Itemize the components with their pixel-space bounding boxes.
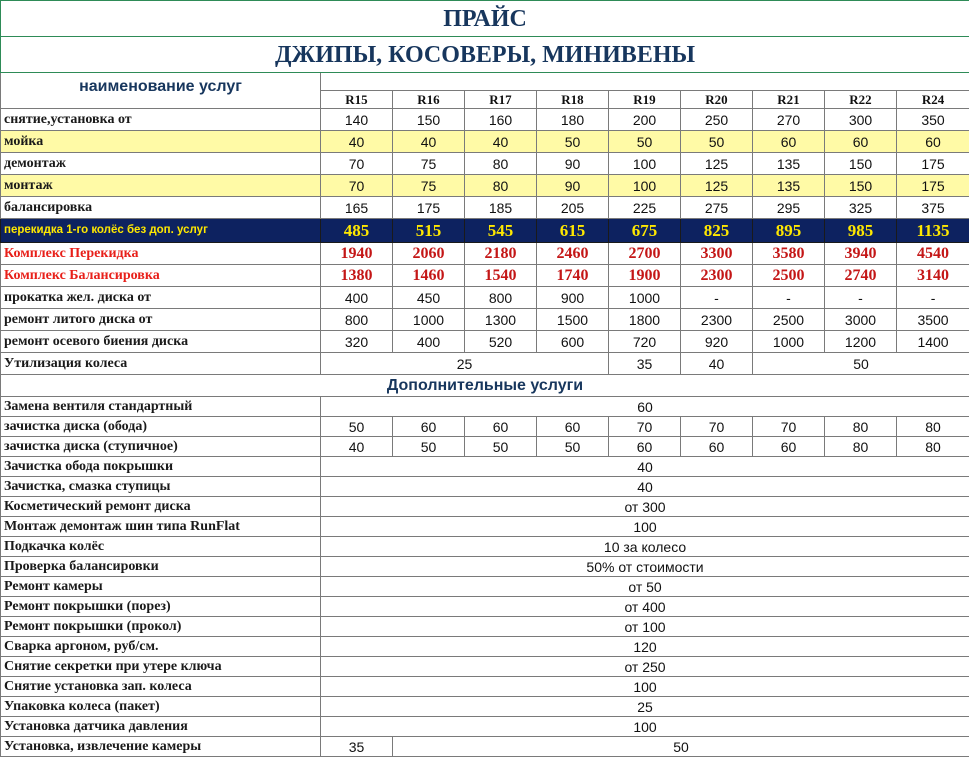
utilization-r20: 40 [681,353,753,375]
price-r16: 175 [393,197,465,219]
services-header: наименование услуг [1,73,321,109]
price-r17: 50 [465,437,537,457]
tube-install-rest: 50 [393,737,969,757]
row-value: от 400 [321,597,969,617]
price-r17: 1540 [465,265,537,287]
additional-header-row [1,375,969,397]
size-header-r18: R18 [537,91,609,109]
price-r19: 60 [609,437,681,457]
row-name: ремонт осевого биения диска [1,331,321,353]
price-r15: 485 [321,219,393,243]
row-value: 100 [321,517,969,537]
service-row [1,219,969,243]
utilization-r15-r18: 25 [321,353,609,375]
subtitle-row [1,37,969,73]
size-header-r22: R22 [825,91,897,109]
flat-service-row [1,597,969,617]
price-r21: 135 [753,153,825,175]
price-r18: 60 [537,417,609,437]
size-header-r15: R15 [321,91,393,109]
row-name: Косметический ремонт диска [1,497,321,517]
price-r17: 60 [465,417,537,437]
price-r20: 825 [681,219,753,243]
row-name: зачистка диска (обода) [1,417,321,437]
price-r18: 180 [537,109,609,131]
service-row [1,197,969,219]
price-r20: 50 [681,131,753,153]
utilization-r19: 35 [609,353,681,375]
row-name: Комплекс Перекидка [1,243,321,265]
price-r18: 2460 [537,243,609,265]
price-r20: 2300 [681,265,753,287]
price-r20: 60 [681,437,753,457]
row-name: перекидка 1-го колёс без доп. услуг [1,219,321,243]
price-r24: 60 [897,131,969,153]
size-header-r20: R20 [681,91,753,109]
price-r17: 800 [465,287,537,309]
service-row [1,175,969,197]
price-r24: 80 [897,417,969,437]
flat-service-row [1,517,969,537]
price-r22: 3940 [825,243,897,265]
price-r24: 175 [897,153,969,175]
price-r16: 515 [393,219,465,243]
price-r18: 600 [537,331,609,353]
rim-cleaning-row [1,417,969,437]
row-value: 60 [321,397,969,417]
price-r15: 320 [321,331,393,353]
row-name: Проверка балансировки [1,557,321,577]
price-r22: 2740 [825,265,897,287]
price-r19: 50 [609,131,681,153]
row-name: Монтаж демонтаж шин типа RunFlat [1,517,321,537]
price-r22: 1200 [825,331,897,353]
flat-service-row [1,477,969,497]
price-r21: - [753,287,825,309]
row-name: Подкачка колёс [1,537,321,557]
flat-service-row [1,697,969,717]
additional-services-header: Дополнительные услуги [1,375,969,397]
size-header-r24: R24 [897,91,969,109]
size-header-r21: R21 [753,91,825,109]
row-name: Зачистка, смазка ступицы [1,477,321,497]
service-row [1,153,969,175]
price-r19: 1800 [609,309,681,331]
price-r16: 60 [393,417,465,437]
row-name: прокатка жел. диска от [1,287,321,309]
price-r21: 2500 [753,309,825,331]
price-r24: - [897,287,969,309]
row-name: Замена вентиля стандартный [1,397,321,417]
price-r15: 50 [321,417,393,437]
price-r21: 1000 [753,331,825,353]
row-value: от 300 [321,497,969,517]
price-r20: 125 [681,175,753,197]
price-r16: 150 [393,109,465,131]
flat-service-row [1,577,969,597]
price-r17: 80 [465,153,537,175]
flat-service-row [1,557,969,577]
price-r18: 50 [537,437,609,457]
price-r21: 270 [753,109,825,131]
row-name: демонтаж [1,153,321,175]
price-r16: 40 [393,131,465,153]
price-r22: 150 [825,153,897,175]
service-row [1,131,969,153]
tube-install-row [1,737,969,757]
price-r21: 60 [753,131,825,153]
price-r22: 60 [825,131,897,153]
price-r22: 300 [825,109,897,131]
price-r15: 1940 [321,243,393,265]
price-r15: 140 [321,109,393,131]
price-r17: 545 [465,219,537,243]
price-r18: 900 [537,287,609,309]
price-r21: 295 [753,197,825,219]
row-name: Комплекс Балансировка [1,265,321,287]
price-r22: 3000 [825,309,897,331]
price-r20: 125 [681,153,753,175]
price-r18: 205 [537,197,609,219]
row-value: от 250 [321,657,969,677]
size-header-r19: R19 [609,91,681,109]
price-r18: 1740 [537,265,609,287]
row-name: мойка [1,131,321,153]
service-row [1,109,969,131]
row-value: 120 [321,637,969,657]
price-r15: 800 [321,309,393,331]
flat-service-row [1,677,969,697]
flat-service-row [1,497,969,517]
price-r16: 75 [393,153,465,175]
row-name: Снятие секретки при утере ключа [1,657,321,677]
price-r15: 70 [321,175,393,197]
price-r16: 1000 [393,309,465,331]
price-r20: 920 [681,331,753,353]
price-r24: 1400 [897,331,969,353]
flat-service-row [1,657,969,677]
price-r16: 450 [393,287,465,309]
utilization-r21-r24: 50 [753,353,969,375]
price-r18: 90 [537,175,609,197]
price-r20: 2300 [681,309,753,331]
size-header-row [1,73,969,91]
flat-service-row [1,617,969,637]
hub-cleaning-row [1,437,969,457]
vehicle-category-title: ДЖИПЫ, КОСОВЕРЫ, МИНИВЕНЫ [1,37,969,73]
price-r15: 40 [321,131,393,153]
price-r16: 2060 [393,243,465,265]
row-name: Снятие установка зап. колеса [1,677,321,697]
row-name: балансировка [1,197,321,219]
row-value: от 50 [321,577,969,597]
price-r19: 720 [609,331,681,353]
row-name: Упаковка колеса (пакет) [1,697,321,717]
price-r20: - [681,287,753,309]
price-r24: 80 [897,437,969,457]
price-r22: 325 [825,197,897,219]
price-r17: 80 [465,175,537,197]
price-r24: 4540 [897,243,969,265]
price-r17: 40 [465,131,537,153]
price-r18: 615 [537,219,609,243]
row-name: Утилизация колеса [1,353,321,375]
row-value: 10 за колесо [321,537,969,557]
price-r21: 3580 [753,243,825,265]
service-row [1,309,969,331]
price-title: ПРАЙС [1,1,969,37]
row-name: Установка датчика давления [1,717,321,737]
price-r15: 70 [321,153,393,175]
row-value: 40 [321,477,969,497]
service-row [1,287,969,309]
price-r24: 3500 [897,309,969,331]
price-r15: 1380 [321,265,393,287]
price-r19: 225 [609,197,681,219]
price-r18: 1500 [537,309,609,331]
row-value: 50% от стоимости [321,557,969,577]
price-r24: 350 [897,109,969,131]
row-name: Ремонт камеры [1,577,321,597]
price-r18: 90 [537,153,609,175]
price-r17: 1300 [465,309,537,331]
price-r17: 520 [465,331,537,353]
row-name: Сварка аргоном, руб/см. [1,637,321,657]
price-r21: 135 [753,175,825,197]
utilization-row [1,353,969,375]
main-services [1,109,969,353]
price-r15: 400 [321,287,393,309]
tube-install-r15: 35 [321,737,393,757]
valve-row [1,397,969,417]
row-value: 25 [321,697,969,717]
service-row [1,243,969,265]
price-r16: 400 [393,331,465,353]
price-r24: 375 [897,197,969,219]
price-r20: 275 [681,197,753,219]
row-name: Ремонт покрышки (порез) [1,597,321,617]
price-r20: 3300 [681,243,753,265]
price-r22: - [825,287,897,309]
price-r17: 2180 [465,243,537,265]
row-value: 40 [321,457,969,477]
price-r19: 70 [609,417,681,437]
flat-service-row [1,457,969,477]
price-r22: 80 [825,417,897,437]
size-header-r16: R16 [393,91,465,109]
price-r16: 1460 [393,265,465,287]
service-row [1,331,969,353]
flat-service-row [1,717,969,737]
row-name: Ремонт покрышки (прокол) [1,617,321,637]
price-r16: 50 [393,437,465,457]
row-name: монтаж [1,175,321,197]
price-r15: 165 [321,197,393,219]
price-r20: 250 [681,109,753,131]
price-r19: 1900 [609,265,681,287]
price-r20: 70 [681,417,753,437]
price-r18: 50 [537,131,609,153]
price-r24: 1135 [897,219,969,243]
price-r22: 985 [825,219,897,243]
price-r15: 40 [321,437,393,457]
row-name: снятие,установка от [1,109,321,131]
price-r19: 675 [609,219,681,243]
price-r22: 150 [825,175,897,197]
flat-service-row [1,537,969,557]
price-r19: 100 [609,175,681,197]
header-spacer [321,73,969,91]
row-name: зачистка диска (ступичное) [1,437,321,457]
price-r24: 175 [897,175,969,197]
price-r16: 75 [393,175,465,197]
price-r17: 160 [465,109,537,131]
row-name: ремонт литого диска от [1,309,321,331]
flat-price-services [1,457,969,737]
row-name: Установка, извлечение камеры [1,737,321,757]
price-r21: 2500 [753,265,825,287]
price-r17: 185 [465,197,537,219]
size-header-r17: R17 [465,91,537,109]
price-r19: 1000 [609,287,681,309]
price-r19: 200 [609,109,681,131]
row-value: 100 [321,717,969,737]
title-row [1,1,969,37]
price-r19: 2700 [609,243,681,265]
price-r22: 80 [825,437,897,457]
price-r21: 60 [753,437,825,457]
row-name: Зачистка обода покрышки [1,457,321,477]
price-r21: 895 [753,219,825,243]
row-value: от 100 [321,617,969,637]
service-row [1,265,969,287]
price-r21: 70 [753,417,825,437]
price-r24: 3140 [897,265,969,287]
price-r19: 100 [609,153,681,175]
flat-service-row [1,637,969,657]
row-value: 100 [321,677,969,697]
